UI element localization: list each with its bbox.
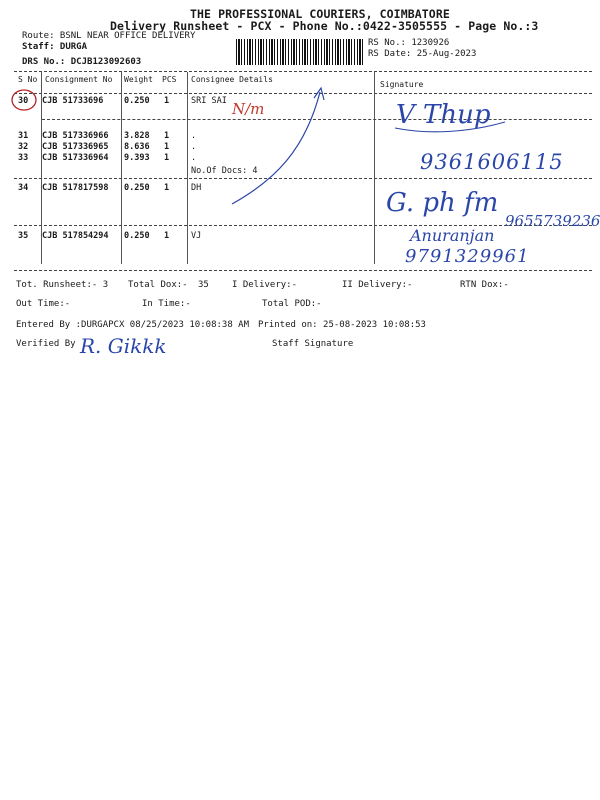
row-consignee: . — [191, 142, 197, 152]
total-dox-value: 35 — [198, 280, 209, 290]
row-pcs: 1 — [164, 231, 170, 241]
row-weight: 0.250 — [124, 183, 150, 193]
row-weight: 0.250 — [124, 96, 150, 106]
row-sno: 30 — [18, 96, 29, 106]
no-of-docs: No.Of Docs: 4 — [191, 166, 258, 176]
printed-on: Printed on: 25-08-2023 10:08:53 — [258, 320, 426, 330]
row-pcs: 1 — [164, 153, 170, 163]
col-header-signature: Signature — [380, 80, 424, 89]
phone-row35-b: 9791329961 — [405, 246, 530, 267]
runsheet-subtitle: Delivery Runsheet - PCX - Phone No.:0422-3505555 - Page No.:3 — [110, 19, 539, 33]
row-weight: 9.393 — [124, 153, 150, 163]
col-header-weight: Weight — [124, 75, 153, 84]
out-time: Out Time:- — [16, 299, 71, 309]
total-dox-label: Total Dox:- — [128, 280, 188, 290]
entered-by: Entered By :DURGAPCX 08/25/2023 10:08:38 AM — [16, 320, 249, 330]
phone-row31: 9361606115 — [420, 150, 564, 174]
row-pcs: 1 — [164, 96, 170, 106]
row-sno: 32 — [18, 142, 29, 152]
staff-label: Staff: DURGA — [22, 42, 88, 52]
receiver-name: Anuranjan — [410, 226, 495, 245]
row-consignee: SRI SAI — [191, 96, 227, 106]
col-header-consignment: Consignment No — [45, 75, 113, 84]
signature-row30: V Thup — [396, 100, 491, 130]
signature-row34: G. ph fm — [386, 188, 499, 218]
company-title: THE PROFESSIONAL COURIERS, COIMBATORE — [190, 7, 450, 21]
ii-delivery: II Delivery:- — [342, 280, 413, 290]
rtn-dox: RTN Dox:- — [460, 280, 509, 290]
row-consignment: CJB 517336965 — [42, 142, 109, 152]
row-weight: 8.636 — [124, 142, 150, 152]
row-consignee: DH — [191, 183, 202, 193]
rs-number: RS No.: 1230926 — [368, 38, 450, 48]
row-consignment: CJB 517336966 — [42, 131, 109, 141]
in-time: In Time:- — [142, 299, 191, 309]
col-header-sno: S No — [18, 75, 38, 84]
row-pcs: 1 — [164, 183, 170, 193]
phone-row35-a: 9655739236 — [505, 212, 600, 230]
row-sno: 31 — [18, 131, 29, 141]
rs-date: RS Date: 25-Aug-2023 — [368, 49, 477, 59]
row-consignment: CJB 51733696 — [42, 96, 104, 106]
row-consignee: . — [191, 131, 197, 141]
row-sno: 35 — [18, 231, 29, 241]
row-consignee: . — [191, 153, 197, 163]
row-consignment: CJB 517336964 — [42, 153, 109, 163]
staff-signature-label: Staff Signature — [272, 339, 354, 349]
row-consignment: CJB 517854294 — [42, 231, 109, 241]
drs-number: DRS No.: DCJB123092603 — [22, 57, 142, 67]
col-header-consignee: Consignee Details — [191, 75, 273, 84]
verified-by-label: Verified By — [16, 339, 76, 349]
verifier-signature: R. Gikkk — [80, 334, 167, 358]
nm-annotation: N/m — [232, 100, 265, 118]
total-pod: Total POD:- — [262, 299, 322, 309]
row-weight: 0.250 — [124, 231, 150, 241]
row-weight: 3.828 — [124, 131, 150, 141]
row-consignment: CJB 517817598 — [42, 183, 109, 193]
row-sno: 34 — [18, 183, 29, 193]
i-delivery: I Delivery:- — [232, 280, 298, 290]
row-pcs: 1 — [164, 131, 170, 141]
row-consignee: VJ — [191, 231, 202, 241]
circled-sno-mark — [12, 90, 36, 110]
row-pcs: 1 — [164, 142, 170, 152]
total-runsheet: Tot. Runsheet:- 3 — [16, 280, 109, 290]
col-header-pcs: PCS — [162, 75, 177, 84]
row-sno: 33 — [18, 153, 29, 163]
route-label: Route: BSNL NEAR OFFICE DELIVERY — [22, 31, 196, 41]
